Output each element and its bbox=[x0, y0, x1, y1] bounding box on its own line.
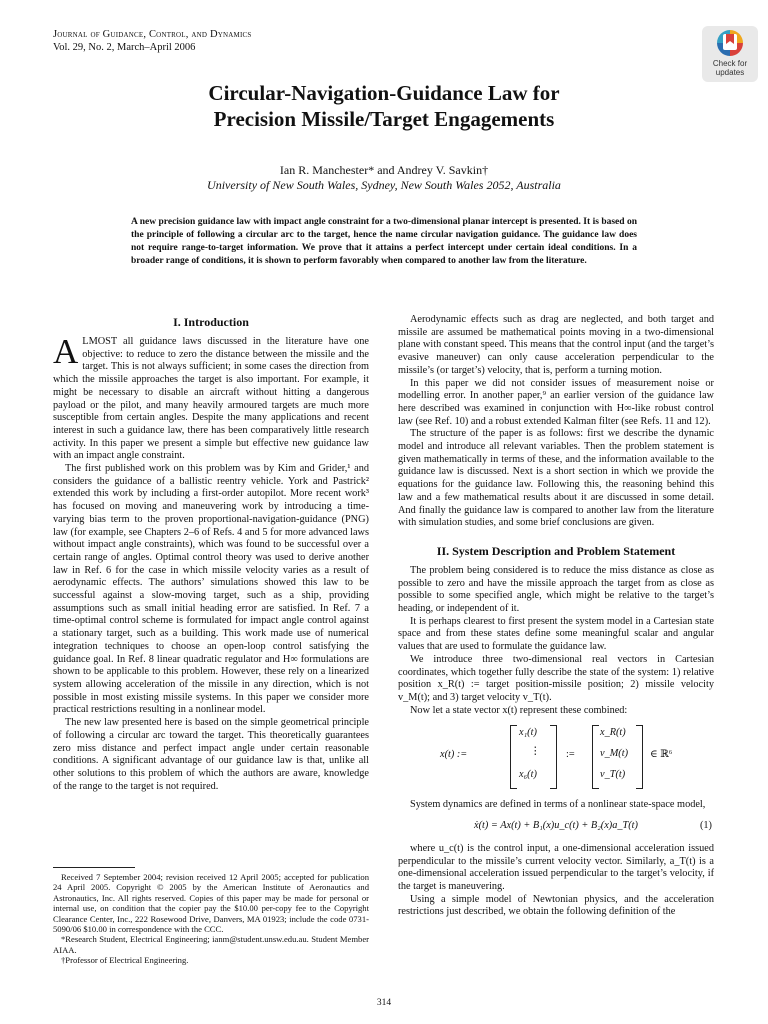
paragraph bbox=[53, 332, 369, 463]
state-vector-equation bbox=[398, 721, 714, 793]
paper-title bbox=[0, 80, 768, 132]
footnotes bbox=[53, 872, 369, 966]
eq1-text: ẋ(t) = Ax(t) + B₁(x)u_c(t) + B₂(x)a_T(t) bbox=[474, 820, 638, 832]
left-column bbox=[53, 314, 369, 793]
title-line-2: Precision Missile/Target Engagements bbox=[213, 107, 555, 131]
paragraph: System dynamics are defined in terms of a nonlinear state-space model, bbox=[410, 799, 706, 811]
eq-w2: v_M(t) bbox=[600, 748, 629, 760]
bookmark-icon bbox=[723, 34, 737, 50]
paragraph: Using a simple model of Newtonian physics, and the acceleration restrictions just described, we obtain the following definition of the bbox=[398, 893, 714, 918]
right-bracket bbox=[550, 725, 557, 789]
check-for-updates-badge[interactable] bbox=[702, 26, 758, 82]
paragraph: The new law presented here is based on the simple geometrical principle of following a circular arc toward the target. This theoretically guarantees zero miss distance and perfect impact angle under certain reasonable conditions. A significant advantage of our guidance law is that, unlike all other solutions to this problem of which the authors are aware, knowledge of the range to the target is not required. bbox=[53, 717, 369, 792]
paragraph-text: LMOST all guidance laws discussed in the literature have one objective: to reduce to zero the distance between the missile and the target. This is not always sufficient; in some cases the direction from which the missile approaches the target is also important. For example, it might be necessary to disable an aircraft without hitting a dangerous payload or the pilot, and many heavily armoured targets are much more susceptible from certain angles. Despite the many applications and recent interest in such a guidance law, there has been comparatively little research activity. In this paper we present a simple but effective new guidance law with an impact angle constraint. bbox=[53, 336, 369, 462]
right-column bbox=[398, 314, 714, 919]
authors: Ian R. Manchester* and Andrey V. Savkin† bbox=[279, 163, 489, 177]
footnote: *Research Student, Electrical Engineering; ianm@student.unsw.edu.au. Student Member AIAA. bbox=[53, 934, 369, 955]
affiliation: University of New South Wales, Sydney, New South Wales 2052, Australia bbox=[207, 178, 561, 192]
paragraph: The first published work on this problem was by Kim and Grider,¹ and considers the guidance of a ballistic reentry vehicle. York and Pastrick² extended this work by including a first-order autopilot. More recent work³ has focused on moving and maneuvering work by introducing a time-varying bias term to the proven proportional-navigation-guidance (PNG) law (for example, see Chapters 2–6 of Refs. 4 and 5 for more advanced laws without impact angle constraints), which was found to be successful over a certain range of angles. Optimal control theory was used to derive another law in Ref. 6 for the case in which missile velocity varies as a result of aerodynamic effects. The authors’ simulations showed this law to be successful against a slow-moving target, such as a ship, providing assumptions such as small initial heading error are satisfied. In Ref. 7 a time-optimal control scheme is formulated for impact angle control against a stationary target, such as a building. This work made use of numerical integration techniques to choose an open-loop control satisfying the guidance goal. In Ref. 8 linear quadratic regulator and H∞ formulations are shown to be applicable to this problem. However, these rely on a linearized system allowing acceleration of the missile in any direction, which is not possible in most existing missile systems. In this paper we consider more practical restrictions resulting in a nonlinear model. bbox=[53, 463, 369, 716]
equation-1 bbox=[398, 820, 714, 833]
right-bracket bbox=[636, 725, 643, 789]
eq-lhs: x(t) := bbox=[440, 749, 468, 761]
badge-label: Check for updates bbox=[712, 59, 748, 77]
drop-cap: A bbox=[53, 332, 79, 371]
footnote: †Professor of Electrical Engineering. bbox=[61, 955, 189, 966]
section-2-heading: II. System Description and Problem Statement bbox=[436, 543, 676, 558]
paragraph: The problem being considered is to reduce the miss distance as close as possible to zero and have the missile approach the target from as close as possible to some specified angle, which might be relative to the target’s heading, or independent of it. bbox=[398, 564, 714, 615]
left-bracket bbox=[510, 725, 517, 789]
footnote-rule bbox=[53, 867, 135, 868]
page-number: 314 bbox=[376, 998, 392, 1008]
eq-v6: x₆(t) bbox=[519, 769, 537, 781]
paragraph: The structure of the paper is as follows: first we describe the dynamic model and introduce all relevant variables. Then the problem statement is given mathematically in terms of these, and the information available to the guidance law is discussed. Next is a short section in which we provide the equations for the guidance law. Following this, the reasoning behind this law and a few mathematical results about it are discussed in some detail. And finally the guidance law is compared to another law from the literature with simulation studies, and some brief conclusions are given. bbox=[398, 428, 714, 529]
journal-header bbox=[53, 28, 251, 54]
section-1-heading: I. Introduction bbox=[173, 315, 249, 329]
paragraph: Now let a state vector x(t) represent these combined: bbox=[410, 704, 628, 716]
journal-issue: Vol. 29, No. 2, March–April 2006 bbox=[53, 42, 196, 53]
abstract: A new precision guidance law with impact angle constraint for a two-dimensional planar intercept is presented. It is based on the principle of following a circular arc to the target, hence the name circular navigation guidance. The guidance law does not require range-to-target information. We prove that it attains a perfect intercept under certain ideal conditions. In a broader range of conditions, it is shown to perform favorably when compared to another law from the literature. bbox=[131, 217, 637, 266]
paragraph: It is perhaps clearest to first present the system model in a Cartesian state space and from these states define some meaningful scalar and angular values that are used to formulate the guidance law. bbox=[398, 615, 714, 653]
eq-v1: x₁(t) bbox=[519, 727, 537, 739]
left-bracket bbox=[592, 725, 599, 789]
paragraph: Aerodynamic effects such as drag are neglected, and both target and missile are assumed be mathematical points moving in a two-dimensional plane with constant speed. This means that the control input (and the target’s evasive maneuver) can only cause acceleration perpendicular to the missile’s (or target’s) velocity, that is, perform a turning motion. bbox=[398, 314, 714, 376]
paragraph: where u_c(t) is the control input, a one-dimensional acceleration issued perpendicular to the missile’s current velocity vector. Similarly, a_T(t) is a one-dimensional acceleration issued perpendicular to the target’s velocity, if the target is maneuvering. bbox=[398, 842, 714, 892]
eq-assign: := bbox=[566, 749, 575, 761]
eq-vdots: ⋮ bbox=[530, 746, 541, 758]
paragraph: We introduce three two-dimensional real vectors in Cartesian coordinates, which together fully describe the state of the system: 1) relative position x_R(t) := target position-missile position; 2) missile velocity v_M(t); and 3) target velocity v_T(t). bbox=[398, 653, 714, 703]
title-line-1: Circular-Navigation-Guidance Law for bbox=[208, 81, 560, 105]
eq-w3: v_T(t) bbox=[600, 769, 626, 781]
eq1-number: (1) bbox=[699, 820, 712, 832]
journal-name: Journal of Guidance, Control, and Dynamics bbox=[53, 29, 252, 40]
footnote: Received 7 September 2004; revision received 12 April 2005; accepted for publication 24 April 2005. Copyright © 2005 by the American Institute of Aeronautics and Astronautics, Inc. All rights reserved. Copies of this paper may be made for personal or internal use, on condition that the copier pay the $10.00 per-copy fee to the Copyright Clearance Center, Inc., 222 Rosewood Drive, Danvers, MA 01923; include the code 0731-5090/06 $10.00 in correspondence with the CCC. bbox=[53, 872, 369, 935]
paragraph: In this paper we did not consider issues of measurement noise or modelling error. In another paper,⁹ an earlier version of the guidance law here described was examined in conjunction with H∞-like robust control law (see Ref. 10) and a robust extended Kalman filter (see Refs. 11 and 12). bbox=[398, 377, 714, 427]
eq-membership: ∈ ℝ⁶ bbox=[650, 749, 673, 761]
eq-w1: x_R(t) bbox=[600, 727, 626, 739]
